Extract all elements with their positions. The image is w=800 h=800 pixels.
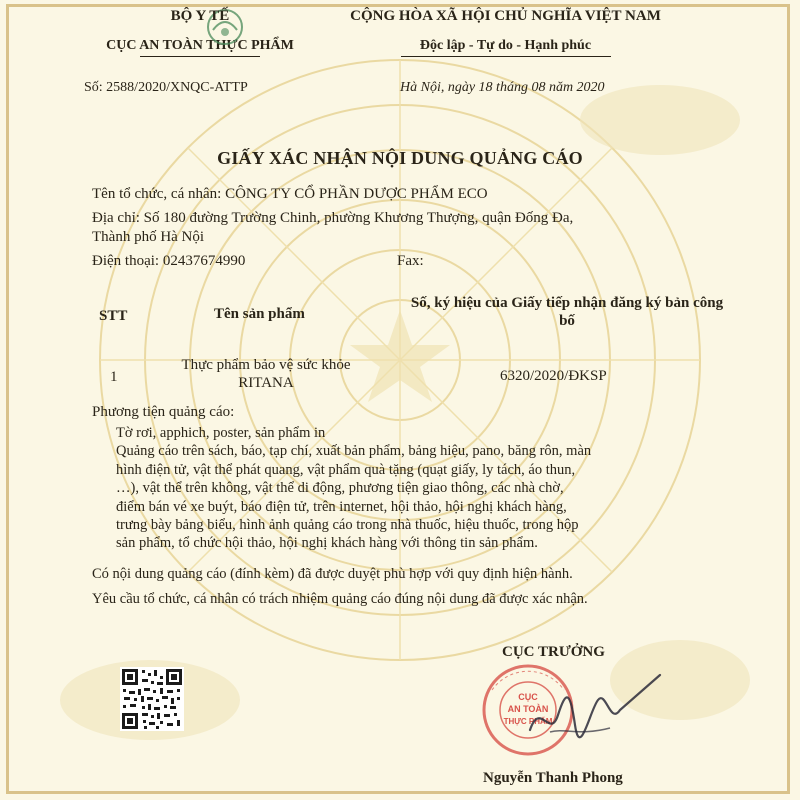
table-header-product: Tên sản phẩm (214, 306, 305, 322)
table-cell-registration: 6320/2020/ĐKSP (500, 368, 607, 384)
table-header-registration: Số, ký hiệu của Giấy tiếp nhận đăng ký bản công bố (410, 295, 724, 329)
seal-text: CỤC (518, 692, 538, 702)
signature-icon (520, 670, 670, 750)
qr-code-icon (120, 667, 184, 731)
agency-name: CỤC AN TOÀN THỰC PHẨM (106, 38, 294, 53)
motto-underline (401, 56, 611, 57)
address-line (92, 210, 573, 227)
address-line-2: Thành phố Hà Nội (92, 229, 205, 245)
agency-underline (140, 56, 260, 57)
requirement-statement: Yêu cầu tổ chức, cá nhân có trách nhiệm quảng cáo đúng nội dung đã được xác nhận. (92, 591, 588, 607)
media-list (116, 424, 706, 553)
organization-line (92, 186, 488, 203)
product-line: RITANA (238, 375, 294, 391)
media-line: Tờ rơi, apphich, poster, sản phẩm in (116, 425, 326, 441)
ministry-name: BỘ Y TẾ (170, 8, 230, 24)
seal-text: AN TOÀN (507, 704, 549, 714)
issue-date: Hà Nội, ngày 18 tháng 08 năm 2020 (400, 80, 605, 95)
issuer-header (60, 6, 340, 57)
country-name: CỘNG HÒA XÃ HỘI CHỦ NGHĨA VIỆT NAM (350, 8, 661, 24)
product-line: Thực phẩm bảo vệ sức khỏe (181, 357, 351, 373)
national-header (318, 8, 693, 57)
address-value: Số 180 đường Trường Chinh, phường Khương Thượng, quận Đống Đa, (143, 210, 574, 226)
phone-label: Điện thoại: (92, 253, 160, 269)
table-cell-product (156, 356, 376, 392)
media-line: hình điện tử, vật thể phát quang, vật phẩm quà tặng (quạt giấy, ly tách, áo thun, (116, 461, 576, 478)
national-motto: Độc lập - Tự do - Hạnh phúc (419, 38, 592, 53)
signer-name: Nguyễn Thanh Phong (483, 770, 623, 786)
media-line: sản phẩm, tổ chức hội thảo, hội nghị khách hàng với thông tin sản phẩm. (116, 535, 538, 552)
media-line: trưng bày bảng biểu, hình ảnh quảng cáo trong nhà thuốc, hiệu thuốc, trong hộp (116, 517, 579, 534)
table-header-stt: STT (99, 308, 128, 324)
media-label: Phương tiện quảng cáo: (92, 404, 235, 420)
approval-statement: Có nội dung quảng cáo (đính kèm) đã được duyệt phù hợp với quy định hiện hành. (92, 566, 573, 582)
address-label: Địa chỉ: (92, 210, 140, 226)
media-line: …), vật thể trên không, vật thể di động, phương tiện giao thông, các nhà chờ, (116, 480, 564, 497)
media-line: điểm bán vé xe buýt, báo điện tử, trên internet, hội thảo, hội nghị khách hàng, (116, 498, 567, 515)
media-line: Quảng cáo trên sách, báo, tạp chí, xuất bản phẩm, bảng hiệu, pano, băng rôn, màn (116, 443, 592, 460)
organization-value: CÔNG TY CỔ PHẦN DƯỢC PHẨM ECO (225, 186, 488, 202)
signer-title: CỤC TRƯỞNG (502, 644, 605, 660)
phone-line (92, 253, 245, 270)
document-title: GIẤY XÁC NHẬN NỘI DUNG QUẢNG CÁO (217, 148, 583, 168)
fax-label: Fax: (397, 253, 424, 269)
organization-label: Tên tổ chức, cá nhân: (92, 186, 222, 202)
phone-value: 02437674990 (162, 253, 246, 269)
document-number: Số: 2588/2020/XNQC-ATTP (84, 80, 248, 95)
table-cell-stt: 1 (110, 369, 118, 385)
seal-text: THỰC PHẨM (503, 717, 553, 726)
